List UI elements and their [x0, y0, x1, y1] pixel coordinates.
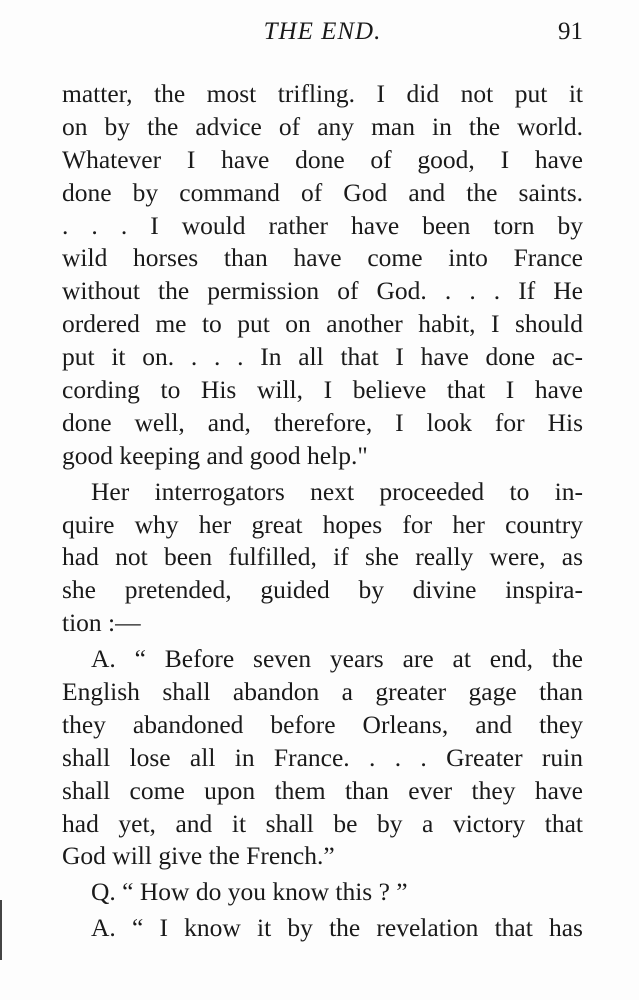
text-line: without the permission of God. . . . If He	[62, 276, 583, 306]
text-line: . . . I would rather have been torn by	[62, 210, 583, 240]
paragraph	[62, 78, 583, 473]
text-line: Q. “ How do you know this ? ”	[91, 877, 408, 907]
text-line: quire why her great hopes for her country	[62, 509, 583, 539]
text-line: ordered me to put on another habit, I should	[62, 309, 583, 339]
text-line: shall lose all in France. . . . Greater ruin	[62, 742, 583, 772]
text-line: had not been fulfilled, if she really were, as	[62, 542, 583, 572]
text-line: she pretended, guided by divine inspira-	[62, 575, 583, 605]
text-line: tion :—	[62, 608, 141, 638]
paragraph	[62, 476, 583, 640]
page-header	[62, 12, 583, 52]
text-line: Her interrogators next proceeded to in-	[91, 476, 583, 506]
text-line: A. “ Before seven years are at end, the	[91, 644, 583, 674]
text-line: cording to His will, I believe that I have	[62, 375, 583, 405]
text-line: wild horses than have come into France	[62, 243, 583, 273]
running-head: THE END.	[263, 18, 382, 45]
text-line: they abandoned before Orleans, and they	[62, 709, 583, 739]
text-line: had yet, and it shall be by a victory that	[62, 808, 583, 838]
text-line: shall come upon them than ever they have	[62, 775, 583, 805]
text-line: English shall abandon a greater gage than	[62, 677, 583, 707]
page-number: 91	[558, 18, 583, 45]
text-line: A. “ I know it by the revelation that has	[91, 913, 583, 943]
text-line: done well, and, therefore, I look for His	[62, 407, 583, 437]
paragraph	[62, 643, 583, 873]
text-line: done by command of God and the saints.	[62, 177, 583, 207]
text-line: put it on. . . . In all that I have done ac-	[62, 342, 583, 372]
text-line: matter, the most trifling. I did not put it	[62, 79, 583, 108]
text-line: God will give the French.”	[62, 841, 335, 871]
paragraph	[62, 912, 583, 945]
binding-edge-mark	[0, 900, 2, 960]
body-text	[62, 78, 583, 945]
text-line: good keeping and good help."	[62, 440, 368, 470]
paragraph	[62, 876, 583, 909]
text-line: Whatever I have done of good, I have	[62, 144, 583, 174]
text-line: on by the advice of any man in the world.	[62, 111, 583, 141]
